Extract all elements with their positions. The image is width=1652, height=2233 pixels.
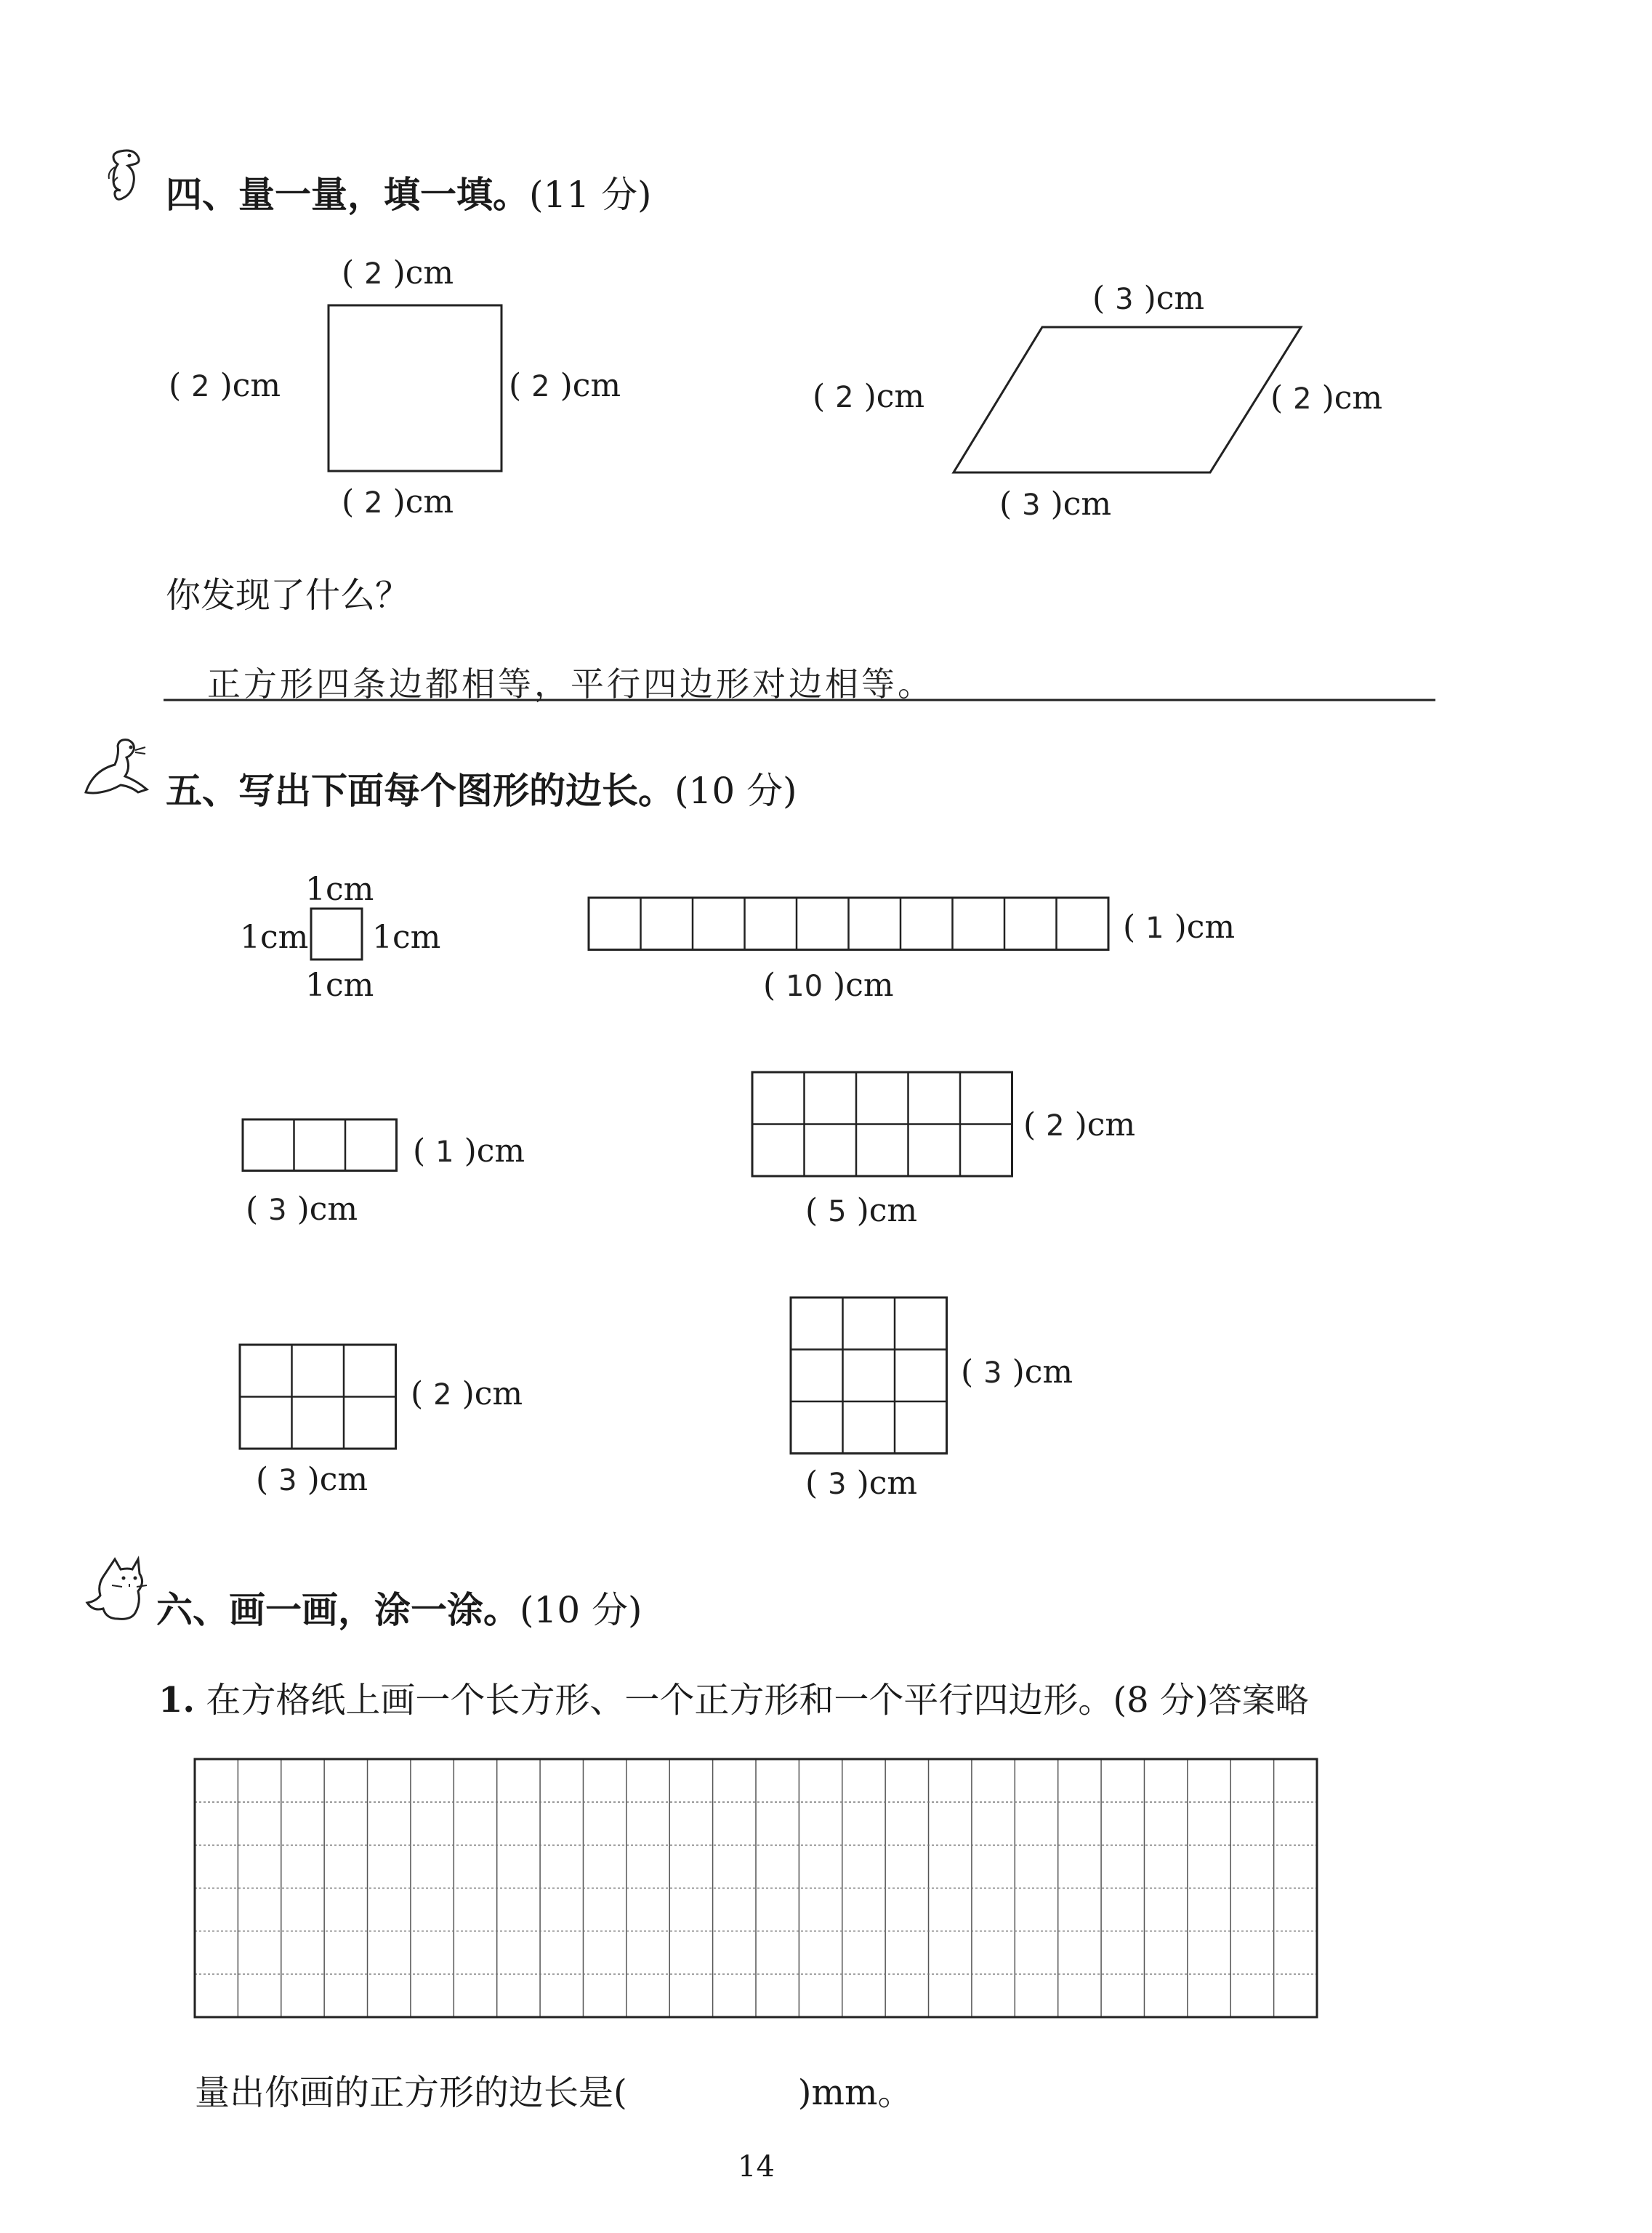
f5-grid-outline: [791, 1297, 947, 1454]
f2-width-label: ( 3 )cm: [246, 1191, 358, 1228]
parallelogram-right-answer[interactable]: 2: [1293, 382, 1312, 416]
parallelogram-left-answer[interactable]: 2: [835, 381, 854, 414]
square-top-answer[interactable]: 2: [364, 257, 383, 291]
discovery-question: 你发现了什么？: [166, 575, 411, 616]
square-right-answer[interactable]: 2: [531, 370, 550, 403]
example-left-label: 1cm: [240, 919, 309, 956]
example-bottom-label: 1cm: [305, 967, 374, 1004]
f3-height-answer[interactable]: 2: [1046, 1109, 1065, 1143]
q1-note: 答案略: [1208, 1681, 1309, 1720]
parallelogram-top-answer[interactable]: 3: [1115, 283, 1134, 316]
example-top-label: 1cm: [305, 871, 374, 908]
f4-width-answer[interactable]: 3: [278, 1464, 297, 1497]
f3-width-answer[interactable]: 5: [828, 1195, 847, 1228]
parallelogram-figure: [954, 327, 1301, 472]
f1-width-answer[interactable]: 10: [786, 970, 823, 1003]
f4-height-label: ( 2 )cm: [411, 1375, 523, 1412]
parallelogram-top-label: ( 3 )cm: [1092, 280, 1205, 317]
page-number: 14: [738, 2150, 775, 2184]
square-left-label: ( 2 )cm: [169, 367, 281, 404]
f5-width-answer[interactable]: 3: [828, 1468, 847, 1501]
f2-grid-outline: [243, 1119, 397, 1171]
parallelogram-bottom-answer[interactable]: 3: [1022, 488, 1041, 522]
square-bottom-answer[interactable]: 2: [364, 486, 383, 520]
f2-width-answer[interactable]: 3: [268, 1194, 287, 1227]
square-right-label: ( 2 )cm: [509, 367, 621, 404]
f1-height-answer[interactable]: 1: [1145, 912, 1164, 945]
f2-height-label: ( 1 )cm: [413, 1132, 525, 1170]
parallelogram-left-label: ( 2 )cm: [813, 378, 925, 415]
square-top-label: ( 2 )cm: [342, 254, 454, 291]
measure-suffix: )mm。: [797, 2072, 913, 2113]
square-bottom-label: ( 2 )cm: [342, 483, 454, 520]
f5-width-label: ( 3 )cm: [805, 1465, 918, 1502]
parallelogram-right-label: ( 2 )cm: [1270, 379, 1383, 417]
example-right-label: 1cm: [372, 919, 441, 956]
f2-height-answer[interactable]: 1: [435, 1135, 454, 1169]
section4-title-text: 四、量一量，填一填。: [166, 173, 529, 216]
section6-title-text: 六、画一画，涂一涂。: [156, 1588, 520, 1631]
q1-text: 在方格纸上画一个长方形、一个正方形和一个平行四边形。(8 分): [206, 1680, 1209, 1721]
discovery-answer[interactable]: 正方形四条边都相等，平行四边形对边相等。: [207, 664, 934, 704]
measure-prefix: 量出你画的正方形的边长是(: [195, 2072, 627, 2113]
example-unit-square: [311, 909, 362, 959]
f1-width-label: ( 10 )cm: [763, 967, 894, 1004]
q1-number: 1.: [158, 1680, 196, 1721]
section4-points: (11 分): [529, 174, 652, 216]
section5-points: (10 分): [674, 770, 797, 812]
section5-title-text: 五、写出下面每个图形的边长。: [166, 769, 674, 812]
parallelogram-bottom-label: ( 3 )cm: [999, 486, 1112, 523]
f5-height-label: ( 3 )cm: [961, 1353, 1073, 1391]
f3-width-label: ( 5 )cm: [805, 1192, 918, 1229]
f4-height-answer[interactable]: 2: [433, 1378, 452, 1412]
f1-height-label: ( 1 )cm: [1123, 909, 1236, 946]
f4-width-label: ( 3 )cm: [256, 1461, 368, 1498]
square-left-answer[interactable]: 2: [191, 370, 210, 403]
f3-height-label: ( 2 )cm: [1023, 1106, 1136, 1143]
f5-height-answer[interactable]: 3: [983, 1356, 1002, 1390]
section6-points: (10 分): [520, 1589, 642, 1631]
square-figure: [329, 305, 501, 471]
